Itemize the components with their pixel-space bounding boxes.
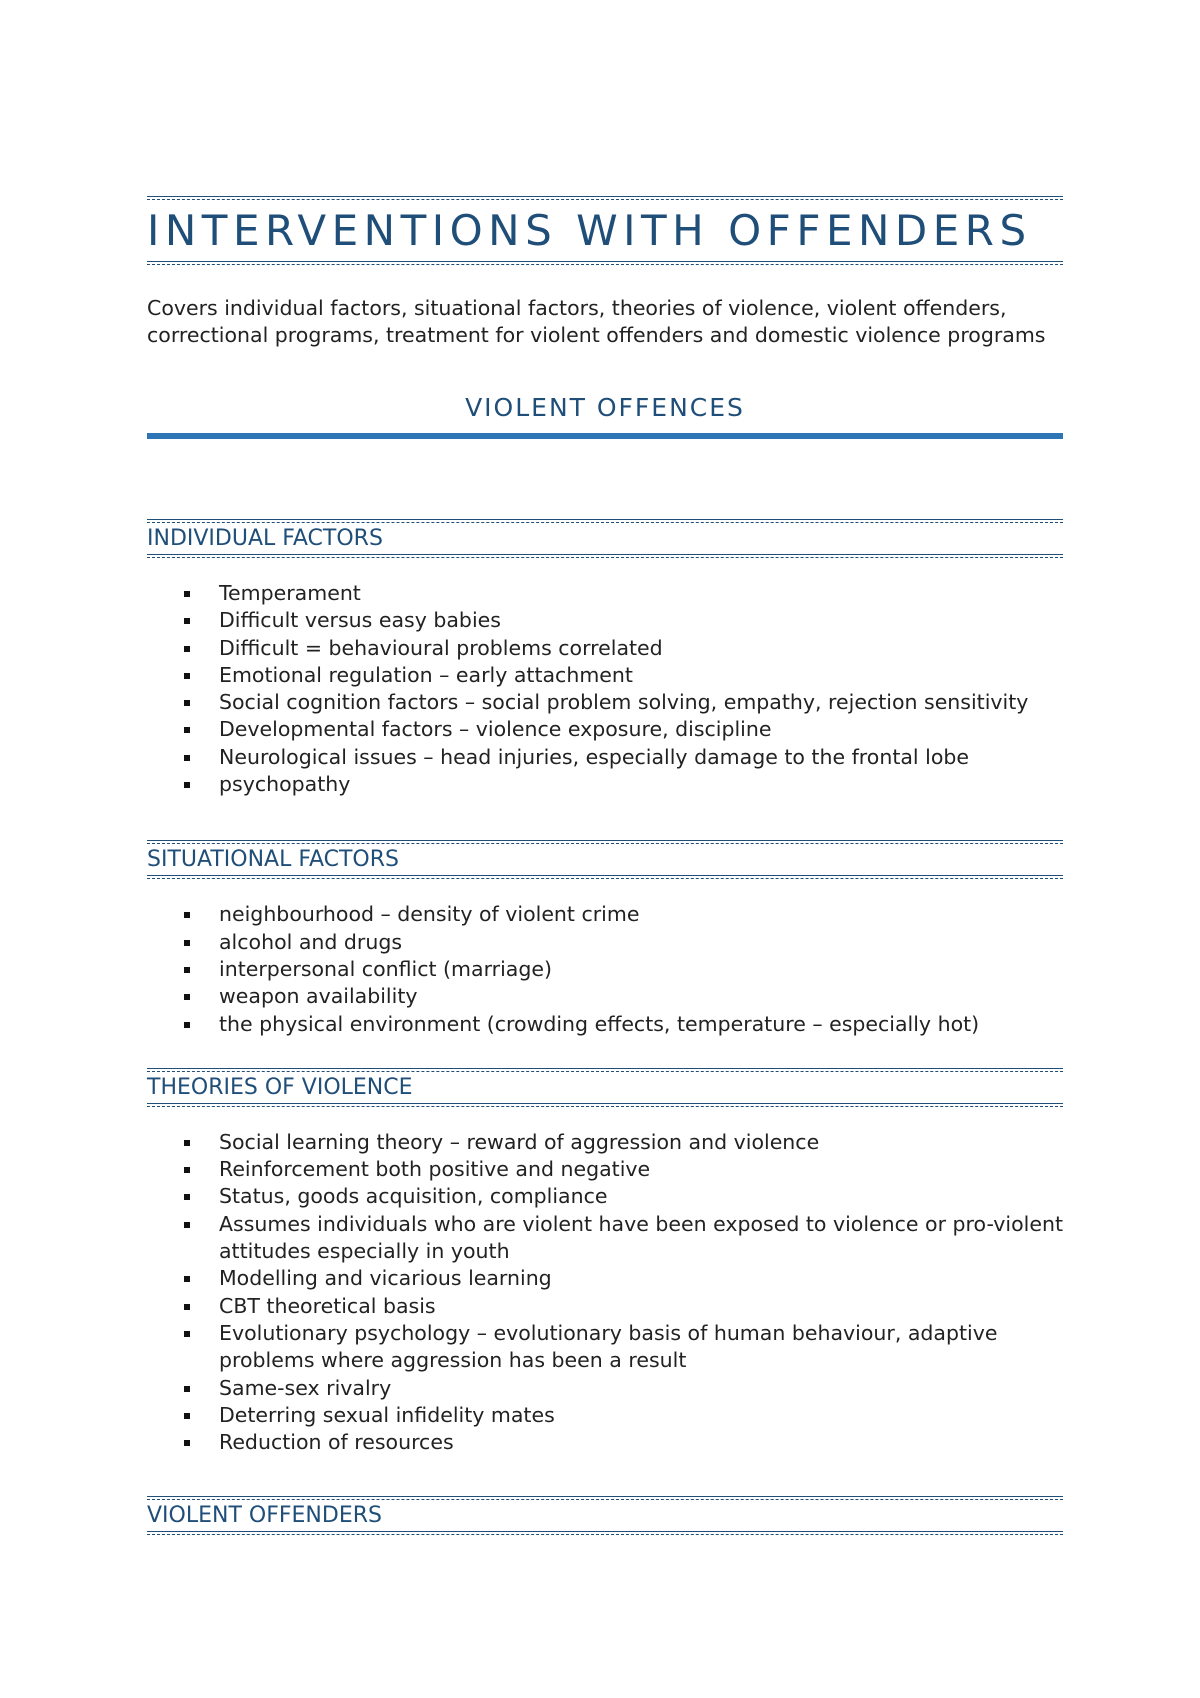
list-item: neighbourhood – density of violent crime (147, 901, 1063, 928)
list-item: CBT theoretical basis (147, 1293, 1063, 1320)
heading-individual-factors: INDIVIDUAL FACTORS (147, 526, 383, 551)
title-top-rule (147, 196, 1063, 200)
list-item: interpersonal conflict (marriage) (147, 956, 1063, 983)
heading-top-rule (147, 840, 1063, 844)
section-individual-factors (147, 519, 1063, 798)
list-item: Modelling and vicarious learning (147, 1265, 1063, 1292)
heading-bottom-rule (147, 875, 1063, 879)
title-bottom-rule (147, 261, 1063, 265)
heading-top-rule (147, 1068, 1063, 1072)
heading-bottom-rule (147, 1531, 1063, 1535)
list-item: Social learning theory – reward of aggression and violence (147, 1129, 1063, 1156)
list-item: Reduction of resources (147, 1429, 1063, 1456)
bullet-list-situational-factors (147, 901, 1063, 1037)
section-situational-factors (147, 840, 1063, 1037)
list-item: Assumes individuals who are violent have been exposed to violence or pro-violent attitudes especially in youth (147, 1211, 1063, 1266)
heading-violent-offenders: VIOLENT OFFENDERS (147, 1503, 382, 1529)
list-item: the physical environment (crowding effects, temperature – especially hot) (147, 1011, 1063, 1038)
list-item: Temperament (147, 580, 1063, 607)
list-item: Same-sex rivalry (147, 1375, 1063, 1402)
heading-bottom-rule (147, 554, 1063, 558)
heading-bottom-rule (147, 1103, 1063, 1107)
list-item: Status, goods acquisition, compliance (147, 1183, 1063, 1210)
list-item: weapon availability (147, 983, 1063, 1010)
list-item: Evolutionary psychology – evolutionary basis of human behaviour, adaptive problems where aggression has been a result (147, 1320, 1063, 1375)
section-rule (147, 433, 1063, 439)
document-title: INTERVENTIONS WITH OFFENDERS (147, 206, 1032, 255)
heading-theories-of-violence: THEORIES OF VIOLENCE (147, 1074, 413, 1100)
list-item: Difficult = behavioural problems correlated (147, 635, 1063, 662)
heading-top-rule (147, 519, 1063, 523)
list-item: Social cognition factors – social problem solving, empathy, rejection sensitivity (147, 689, 1063, 716)
list-item: psychopathy (147, 771, 1063, 798)
list-item: alcohol and drugs (147, 929, 1063, 956)
section-violent-offenders (147, 1496, 1063, 1535)
list-item: Reinforcement both positive and negative (147, 1156, 1063, 1183)
list-item: Developmental factors – violence exposure, discipline (147, 716, 1063, 743)
heading-situational-factors: SITUATIONAL FACTORS (147, 847, 400, 873)
list-item: Deterring sexual infidelity mates (147, 1402, 1063, 1429)
document-page (147, 0, 1063, 1535)
section-title: VIOLENT OFFENCES (465, 393, 745, 422)
list-item: Emotional regulation – early attachment (147, 662, 1063, 689)
list-item: Neurological issues – head injuries, especially damage to the frontal lobe (147, 744, 1063, 771)
section-theories-of-violence (147, 1068, 1063, 1457)
list-item: Difficult versus easy babies (147, 607, 1063, 634)
heading-top-rule (147, 1496, 1063, 1500)
document-subtitle: Covers individual factors, situational factors, theories of violence, violent offenders, correctional programs, treatment for violent offenders and domestic violence programs (147, 296, 1046, 347)
bullet-list-individual-factors (147, 580, 1063, 798)
bullet-list-theories-of-violence (147, 1129, 1063, 1457)
